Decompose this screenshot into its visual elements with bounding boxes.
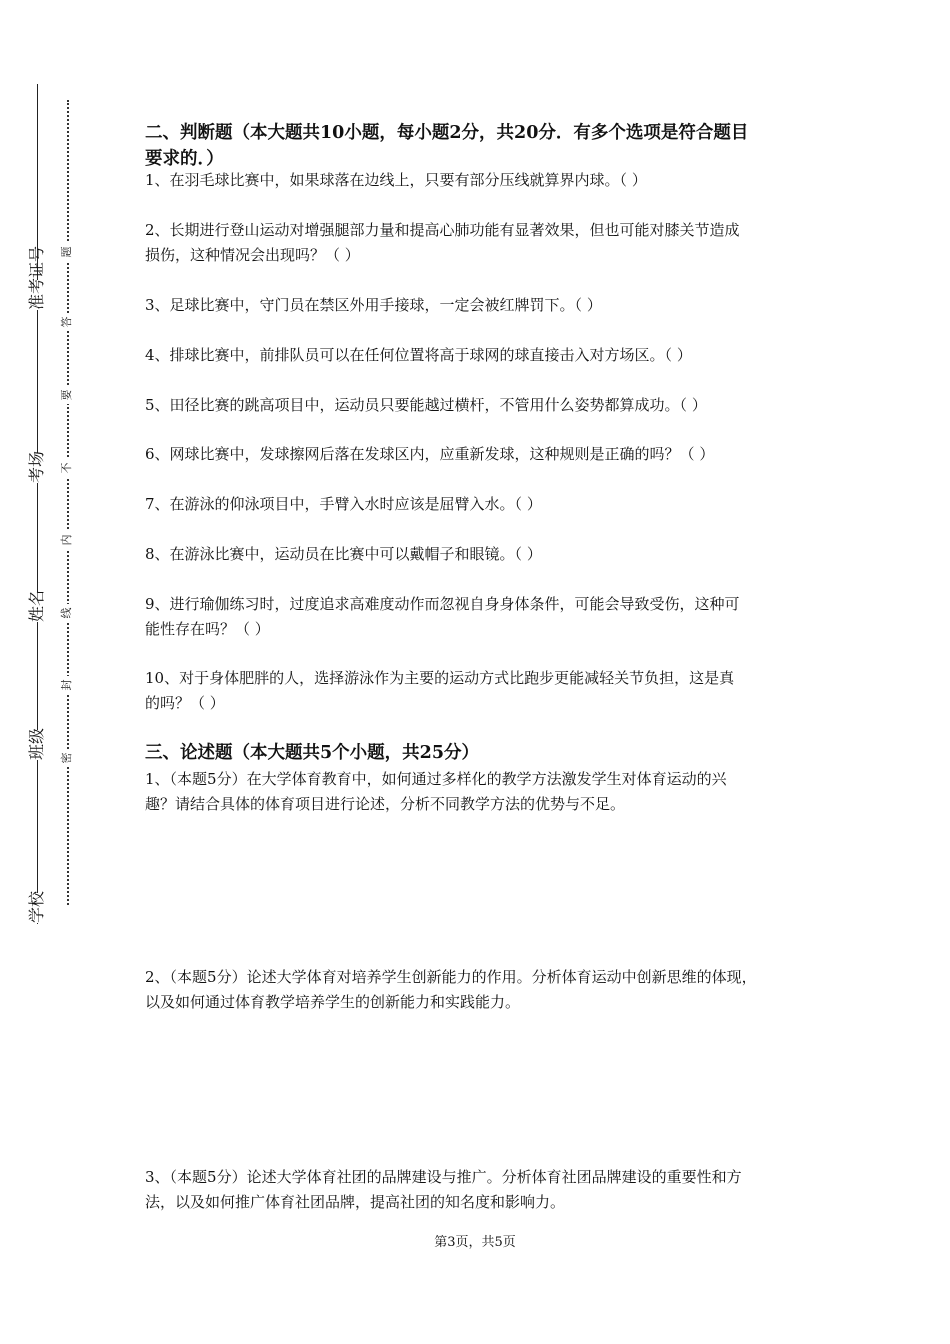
judge-question: 1、在羽毛球比赛中，如果球落在边线上，只要有部分压线就算界内球。（ ） [145, 171, 647, 189]
judge-question: 3、足球比赛中，守门员在禁区外用手接球，一定会被红牌罚下。（ ） [145, 296, 602, 314]
seal-char: 封 [58, 676, 76, 694]
seal-char: 密 [58, 749, 76, 767]
school-label: 学校 [22, 893, 52, 923]
judge-question: 10、对于身体肥胖的人，选择游泳作为主要的运动方式比跑步更能减轻关节负担，这是真 [145, 669, 735, 687]
judge-question: 6、网球比赛中，发球擦网后落在发球区内，应重新发球，这种规则是正确的吗？（ ） [145, 445, 715, 463]
binding-solid-line [37, 84, 38, 924]
name-label: 姓名 [22, 592, 52, 622]
judge-question: 8、在游泳比赛中，运动员在比赛中可以戴帽子和眼镜。（ ） [145, 545, 542, 563]
section-2-title-line2: 要求的．） [145, 149, 224, 169]
seal-char: 不 [58, 459, 76, 477]
judge-question: 5、田径比赛的跳高项目中，运动员只要能越过横杆，不管用什么姿势都算成功。（ ） [145, 396, 707, 414]
page-footer: 第3页，共5页 [434, 1235, 516, 1250]
seal-char: 内 [58, 531, 76, 549]
essay-question: 1、（本题5分）在大学体育教育中，如何通过多样化的教学方法激发学生对体育运动的兴 [145, 770, 727, 788]
essay-question: 3、（本题5分）论述大学体育社团的品牌建设与推广。分析体育社团品牌建设的重要性和方 [145, 1168, 742, 1186]
essay-question-cont: 以及如何通过体育教学培养学生的创新能力和实践能力。 [145, 993, 521, 1011]
exam-room-label: 考场 [22, 453, 52, 483]
seal-char: 答 [58, 313, 76, 331]
seal-char: 题 [58, 243, 76, 261]
seal-char: 线 [58, 604, 76, 622]
judge-question-cont: 的吗？（ ） [145, 694, 225, 712]
judge-question-cont: 损伤，这种情况会出现吗？（ ） [145, 246, 360, 264]
judge-question: 7、在游泳的仰泳项目中，手臂入水时应该是屈臂入水。（ ） [145, 495, 542, 513]
judge-question: 2、长期进行登山运动对增强腿部力量和提高心肺功能有显著效果，但也可能对膝关节造成 [145, 221, 740, 239]
essay-question-cont: 趣？请结合具体的体育项目进行论述，分析不同教学方法的优势与不足。 [145, 795, 626, 813]
judge-question: 4、排球比赛中，前排队员可以在任何位置将高于球网的球直接击入对方场区。（ ） [145, 346, 692, 364]
seal-char: 要 [58, 386, 76, 404]
section-2-title-line1: 二、判断题（本大题共10小题，每小题2分，共20分．有多个选项是符合题目 [145, 123, 749, 143]
essay-question-cont: 法，以及如何推广体育社团品牌，提高社团的知名度和影响力。 [145, 1193, 566, 1211]
essay-question: 2、（本题5分）论述大学体育对培养学生创新能力的作用。分析体育运动中创新思维的体现， [145, 968, 757, 986]
section-3-title: 三、论述题（本大题共5个小题，共25分） [145, 743, 480, 763]
seal-dotted-line [67, 100, 69, 905]
class-label: 班级 [22, 730, 52, 760]
exam-number-label: 准考证号 [22, 280, 52, 310]
judge-question: 9、进行瑜伽练习时，过度追求高难度动作而忽视自身身体条件，可能会导致受伤，这种可 [145, 595, 740, 613]
judge-question-cont: 能性存在吗？（ ） [145, 620, 270, 638]
